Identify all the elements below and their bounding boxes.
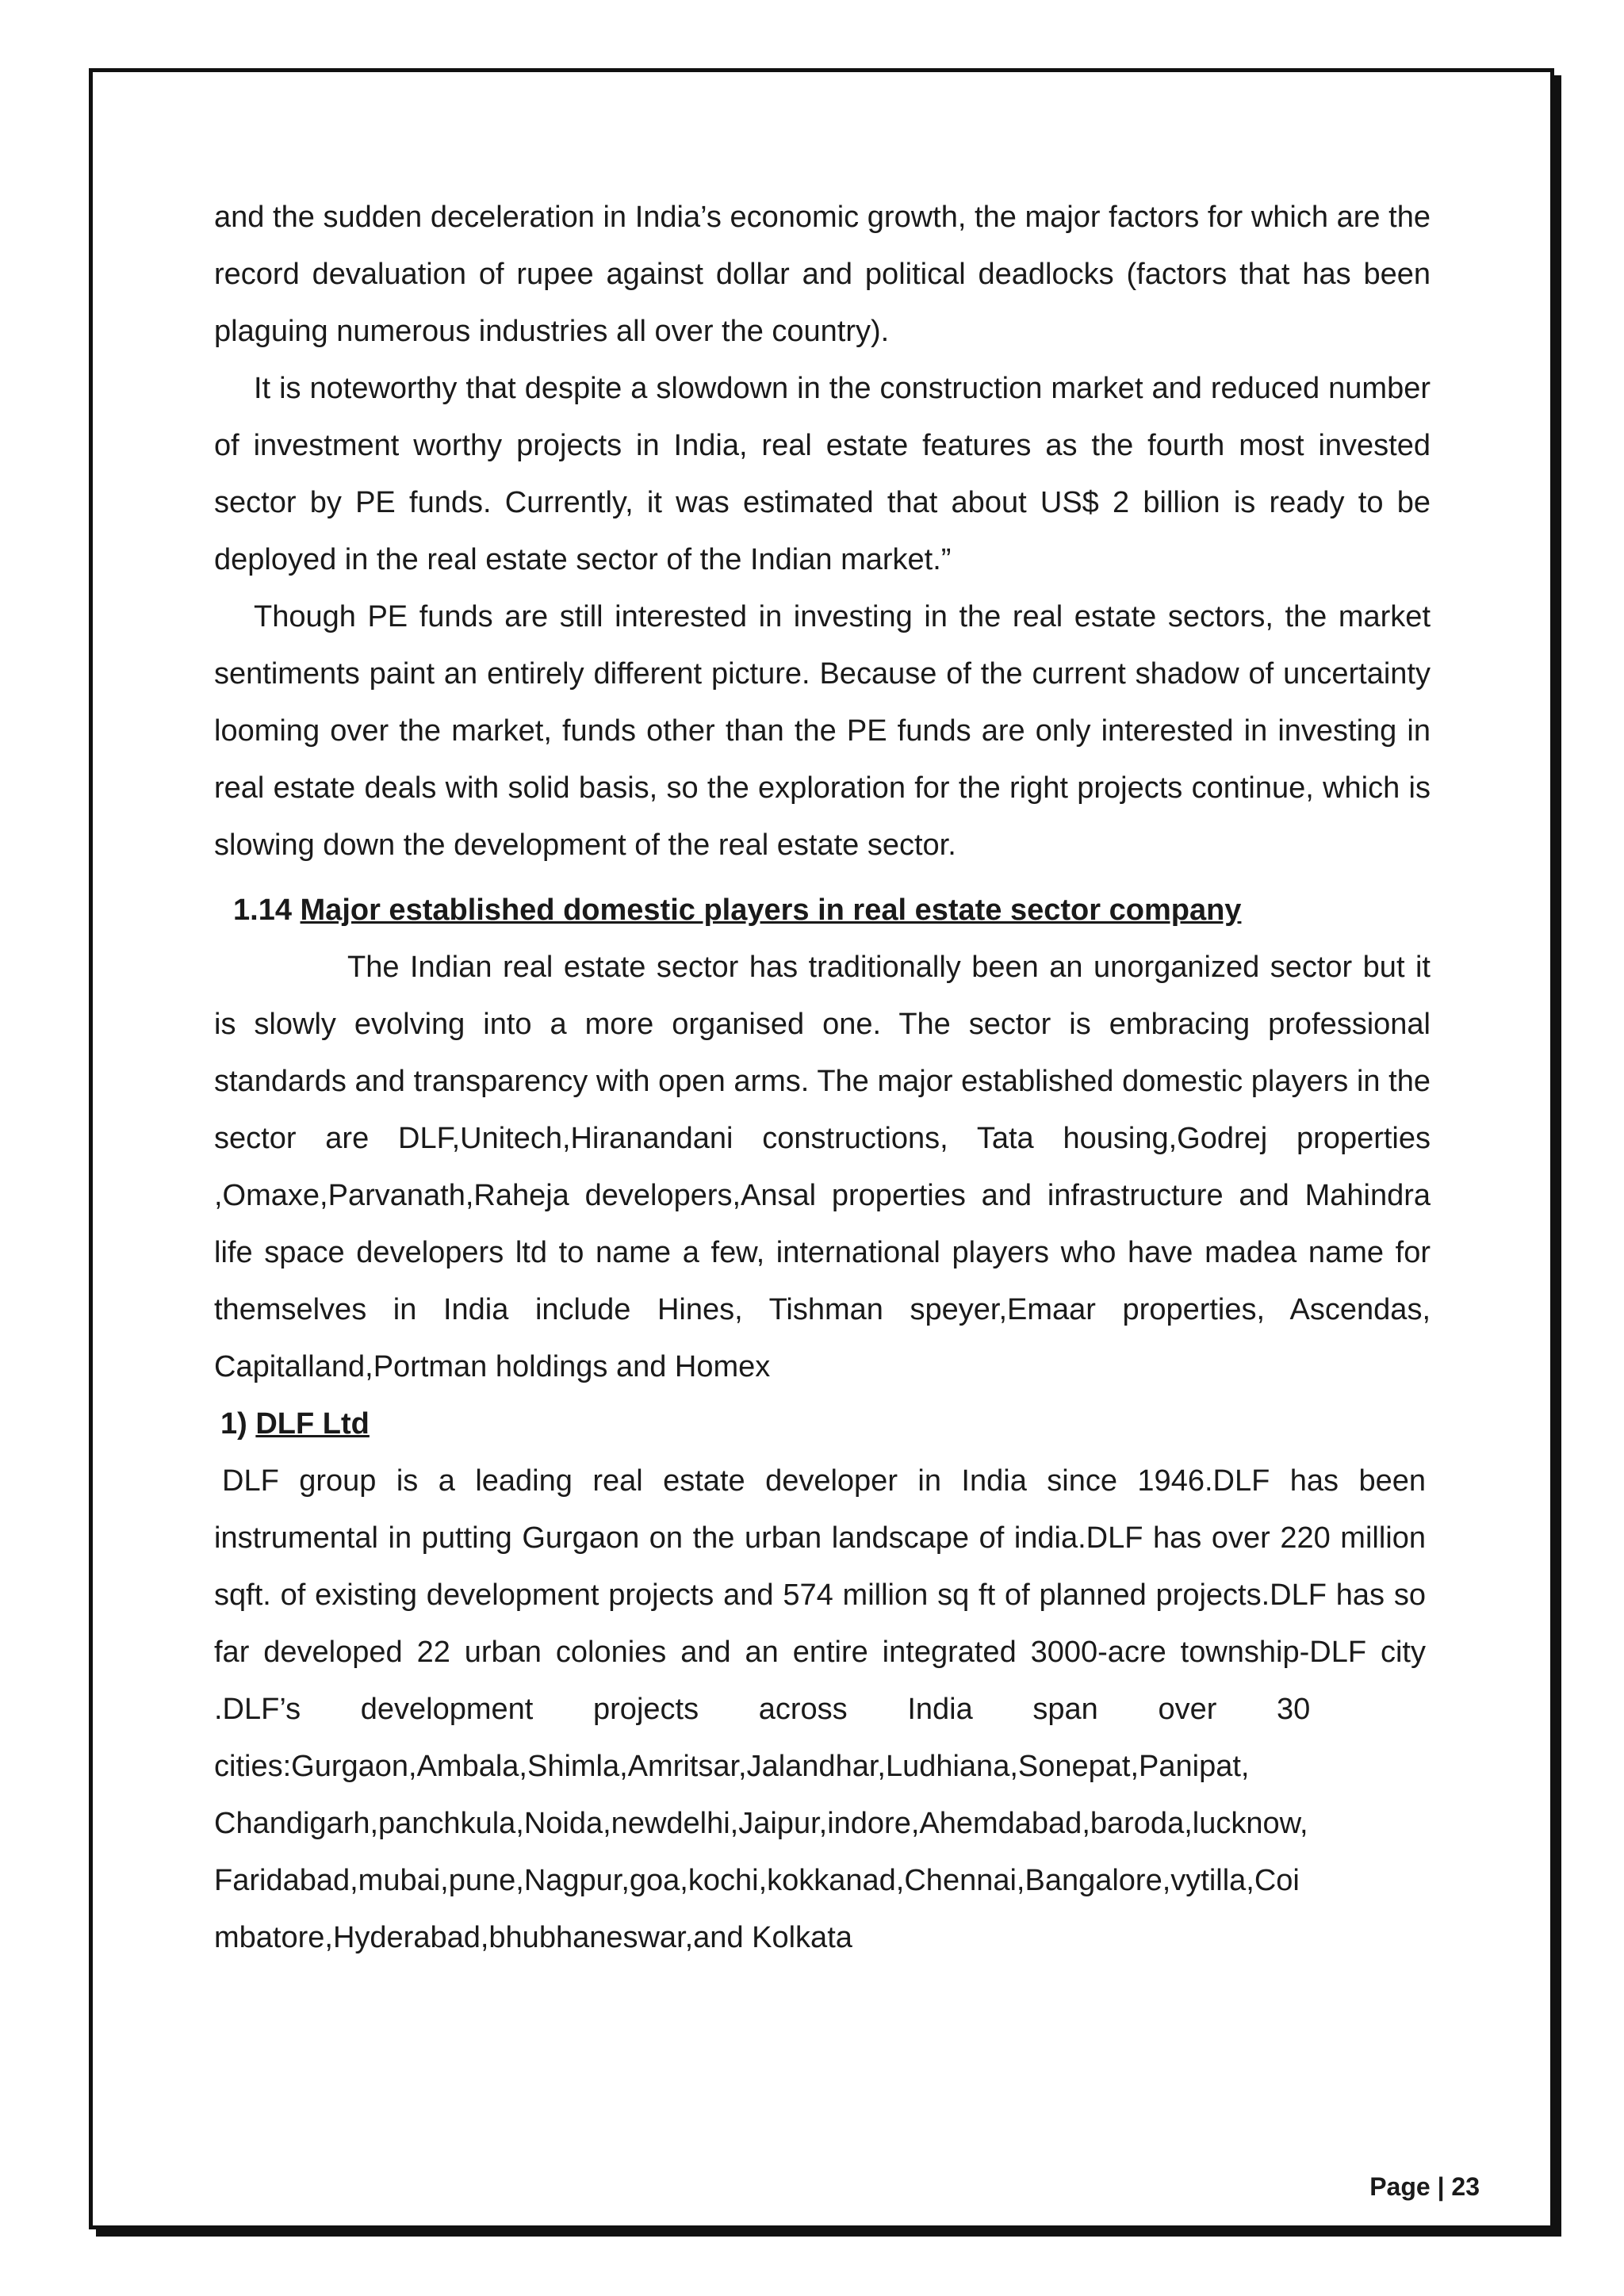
section-number: 1.14: [233, 894, 292, 927]
subsection-heading: [220, 1395, 1431, 1452]
subsection-number: 1): [220, 1407, 247, 1441]
paragraph-domestic-players: The Indian real estate sector has traditionally been an unorganized sector but it is slowly evolving into a more organised one. The sector is embracing professional standards and transparency with open arms. The major established domestic players in the sector are DLF,Unitech,Hiranandani constructions, Tata housing,Godrej properties ,Omaxe,Parvanath,Raheja developers,Ansal properties and infrastructure and Mahindra life space developers ltd to name a few, international players who have madea name for themselves in India include Hines, Tishman speyer,Emaar properties, Ascendas, Capitalland,Portman holdings and Homex: [214, 951, 1431, 1383]
paragraph-market-sentiments: Though PE funds are still interested in investing in the real estate sectors, the market sentiments paint an entirely different picture. Because of the current shadow of uncertainty looming over the market, funds other than the PE funds are only interested in investing in real estate deals with solid basis, so the exploration for the right projects continue, which is slowing down the development of the real estate sector.: [214, 600, 1431, 862]
dlf-cities-line-1: cities:Gurgaon,Ambala,Shimla,Amritsar,Jalandhar,Ludhiana,Sonepat,Panipat,: [214, 1750, 1250, 1783]
dlf-cities-line-2: Chandigarh,panchkula,Noida,newdelhi,Jaipur,indore,Ahemdabad,baroda,lucknow,: [214, 1807, 1308, 1840]
paragraph-continuation: and the sudden deceleration in India’s economic growth, the major factors for which are the record devaluation of rupee against dollar and political deadlocks (factors that has been plaguing numerous industries all over the country).: [214, 201, 1431, 348]
dlf-cities-line-3: Faridabad,mubai,pune,Nagpur,goa,kochi,kokkanad,Chennai,Bangalore,vytilla,Coi: [214, 1864, 1300, 1897]
document-body: [214, 189, 1431, 1966]
dlf-description: DLF group is a leading real estate developer in India since 1946.DLF has been instrumental in putting Gurgaon on the urban landscape of india.DLF has over 220 million sqft. of existing development projects and 574 million sq ft of planned projects.DLF has so far developed 22 urban colonies and an entire integrated 3000-acre township-DLF city .DLF’s development projects across India span over 30: [214, 1464, 1426, 1726]
paragraph-dlf: [214, 1452, 1426, 1966]
paragraph-pe-funds: It is noteworthy that despite a slowdown in the construction market and reduced number of investment worthy projects in India, real estate features as the fourth most invested sector by PE funds. Currently, it was estimated that about US$ 2 billion is ready to be deployed in the real estate sector of the Indian market.”: [214, 372, 1431, 576]
dlf-cities-line-4: mbatore,Hyderabad,bhubhaneswar,and Kolkata: [214, 1921, 852, 1954]
section-title: Major established domestic players in real estate sector company: [300, 894, 1242, 927]
subsection-title: DLF Ltd: [255, 1407, 370, 1441]
page-number: Page | 23: [1369, 2172, 1480, 2201]
section-heading: [233, 882, 1431, 939]
